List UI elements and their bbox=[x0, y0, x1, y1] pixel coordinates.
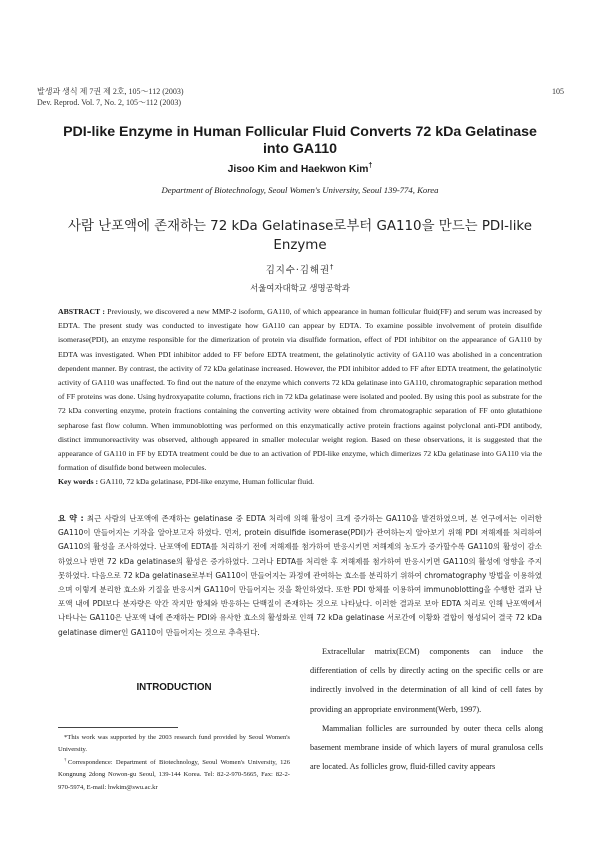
corresponding-author-mark: † bbox=[368, 160, 373, 170]
correspondence-mark: † bbox=[64, 756, 68, 762]
keywords-label: Key words : bbox=[58, 477, 99, 487]
footnotes bbox=[58, 732, 290, 794]
korean-abstract-text: 최근 사람의 난포액에 존재하는 gelatinase 중 EDTA 처리에 의해 활성이 크게 증가하는 GA110을 발견하였으며, 본 연구에서는 이러한 GA110이 만들어지는 기작을 알아보고자 하였다. 먼저, protein disulfide isomerase(PDI)가 관여하는지 알아보기 위해 PDI 저해제를 처리하여 GA110의 활성을 조사하였다. 난포액에 EDTA를 처리하기 전에 저해제를 첨가하여 반응시키면 저해제의 농도가 증가할수록 GA110의 활성이 감소하였으나 반면 72 kDa gelatinase의 활성은 증가하였다. 그러나 EDTA를 처리한 후 저해제를 첨가하여 반응시키면 GA110의 활성에 영향을 주지 못하였다. 다음으로 72 kDa gelatinase로부터 GA110이 만들어지는 과정에 관여하는 효소를 분리하기 위하여 chromatography 방법을 이용하였으며 이렇게 분리한 효소와 기질을 반응시켜 GA110이 만들어지는 것을 확인하였다. 또한 PDI 항체를 이용하여 immunoblotting을 수행한 결과 난포액 내에 PDI보다 분자량은 약간 작지만 항체와 반응하는 단백질이 존재하는 것으로 나타났다. 이러한 결과로 보아 EDTA 처리로 인해 난포액에서 나타나는 GA110은 난포액 내에 존재하는 PDI와 유사한 효소의 활성화로 인해 72 kDa gelatinase 서로간에 이황화 결합이 형성되어 결국 72 kDa gelatinase dimer인 GA110이 만들어지는 것으로 추측된다. bbox=[58, 514, 542, 637]
keywords-line bbox=[58, 475, 542, 489]
korean-abstract-label: 요 약 : bbox=[58, 514, 84, 523]
intro-paragraph-2: Mammalian follicles are surrounded by outer theca cells along basement membrane inside of which layers of mural granulosa cells are located. As follicles grow, fluid-filled cavity appears bbox=[310, 723, 543, 772]
english-affiliation: Department of Biotechnology, Seoul Women's University, Seoul 139-774, Korea bbox=[161, 185, 439, 195]
korean-author-names: 김지수·김해권 bbox=[265, 265, 331, 276]
korean-title-line1: 사람 난포액에 존재하는 72 kDa Gelatinase로부터 GA110을 만드는 PDI-like bbox=[68, 219, 532, 234]
abstract-paragraph bbox=[58, 305, 542, 475]
english-title-line1: PDI-like Enzyme in Human Follicular Fluid Converts 72 kDa Gelatinase bbox=[63, 124, 537, 140]
korean-corresponding-mark: † bbox=[330, 262, 335, 271]
correspondence-text: Correspondence: Department of Biotechnology, Seoul Women's University, 126 Kongnung 2dong Nowon-gu Seoul, 139-144 Korea. Tel: 82-2-970-5665, Fax: 82-2-970-5974, E-mail: hwkim@swu.ac.kr bbox=[58, 758, 290, 791]
page-number: 105 bbox=[552, 87, 564, 96]
introduction-body bbox=[310, 642, 543, 776]
running-header bbox=[37, 86, 184, 108]
english-title-line2: into GA110 bbox=[262, 141, 338, 157]
author-names: Jisoo Kim and Haekwon Kim bbox=[227, 164, 369, 175]
korean-abstract bbox=[58, 512, 542, 640]
abstract-text: Previously, we discovered a new MMP-2 isoform, GA110, of which appearance in human follicular fluid(FF) and serum was increased by EDTA. The present study was conducted to investigate how GA110 can appear by EDTA. To examine possible involvement of protein disulfide isomerase(PDI), an enzyme responsible for the dimerization of protein via disulfide formation, effect of PDI inhibitor on the appearance of GA110 by EDTA was investigated. When PDI inhibitor added to FF before EDTA treatment, the gelatinolytic activity of GA110 was abolished in a concentration dependent manner. By contrast, the activity of 72 kDa gelatinase increased. However, the PDI inhibitor added to FF after EDTA treatment, the gelatinolytic activity of GA110 was unaffected. To find out the nature of the enzyme which converts 72 kDa gelatinase into GA110, chromatographic separation method of FF proteins was done. Using hydroxyapatite column, fractions rich in 72 kDa gelatinase were isolated and pooled. By using this pool as substrate for the 72 kDa converting enzyme, protein fractions containing the converting activity were obtained from chromatographic separation of FF onto glutathione sepharose fast flow column. When immunoblotting was performed on this enzymatically active protein fractions against polyclonal anti-PDI antibody, distinct immunoreactivity was observed, although appeared in smaller molecular weight region. Based on these observations, it is suggested that the appearance of GA110 in FF by EDTA treatment could be due to an activation of PDI-like enzyme, which dimerizes 72 kDa gelatinase into GA110 via the formation of disulfide bond between molecules. bbox=[58, 307, 543, 473]
keywords-text: GA110, 72 kDa gelatinase, PDI-like enzyme, Human follicular fluid. bbox=[99, 477, 315, 487]
korean-authors bbox=[40, 262, 560, 276]
funding-footnote: *This work was supported by the 2003 research fund provided by Seoul Women's University. bbox=[58, 734, 290, 754]
footnote-divider bbox=[58, 727, 178, 728]
english-abstract bbox=[58, 305, 542, 489]
abstract-label: ABSTRACT : bbox=[58, 307, 105, 316]
korean-affiliation: 서울여자대학교 생명공학과 bbox=[250, 283, 350, 293]
journal-citation-ko: 발생과 생식 제 7권 제 2호, 105～112 (2003) bbox=[37, 87, 184, 96]
english-authors bbox=[40, 160, 560, 175]
introduction-heading: INTRODUCTION bbox=[136, 682, 212, 693]
korean-title bbox=[40, 217, 560, 255]
journal-citation-en: Dev. Reprod. Vol. 7, No. 2, 105～112 (2003) bbox=[37, 98, 181, 107]
korean-title-line2: Enzyme bbox=[273, 238, 327, 253]
english-title bbox=[40, 124, 560, 158]
correspondence-footnote bbox=[58, 757, 290, 794]
intro-paragraph-1: Extracellular matrix(ECM) components can induce the differentiation of cells by directly acting on the specific cells or are indirectly involved in the determination of all kind of cell fates by providing an appropriate environment(Werb, 1997). bbox=[310, 647, 543, 714]
